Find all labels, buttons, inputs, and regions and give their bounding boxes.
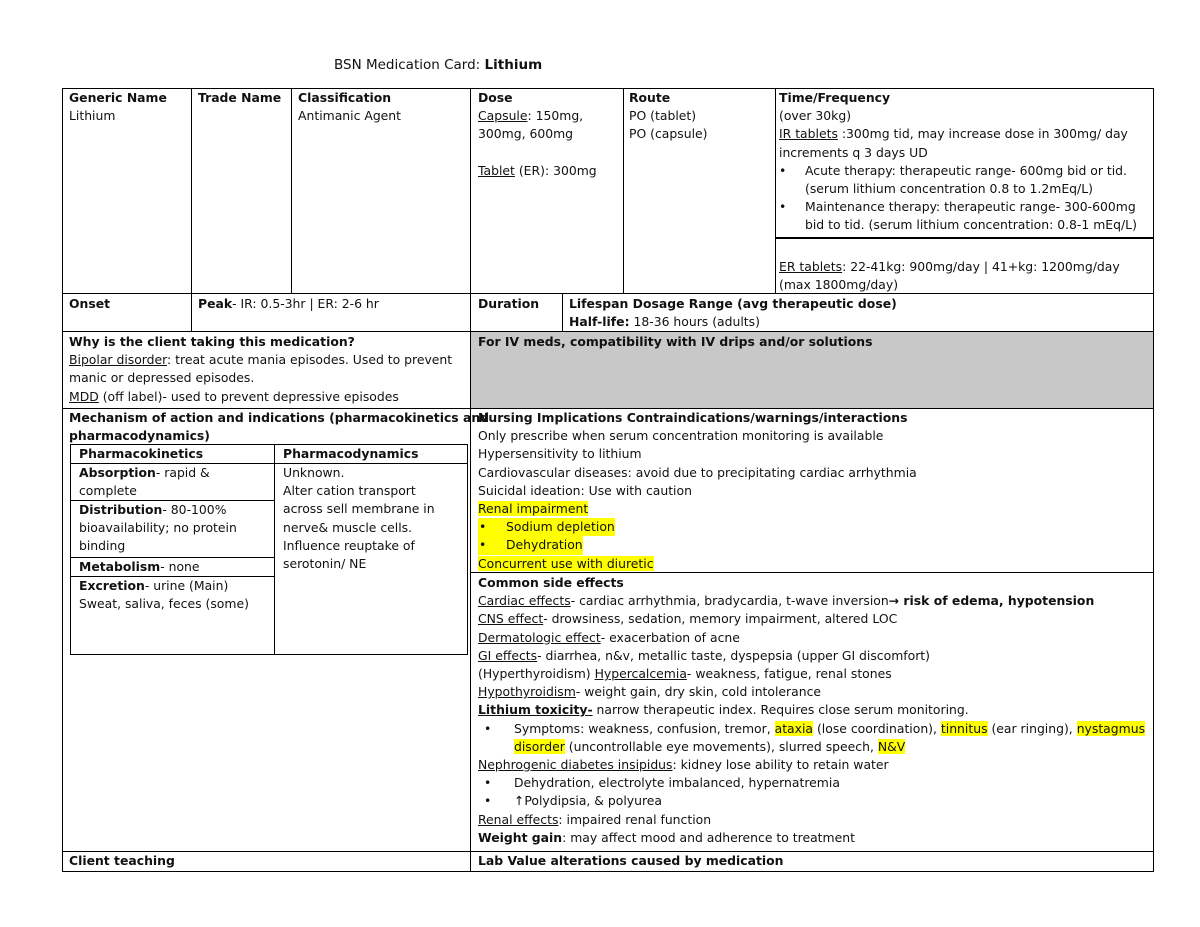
bullet-dot-icon: • bbox=[479, 537, 487, 553]
right-arrow-icon: → bbox=[888, 593, 900, 609]
table-border bbox=[191, 88, 192, 332]
generic-name-label: Generic Name bbox=[69, 90, 167, 105]
inner-table-border bbox=[70, 444, 71, 655]
bullet-dot-icon: • bbox=[779, 162, 787, 178]
pk-header: Pharmacokinetics bbox=[79, 446, 204, 461]
er-tablets-text: ER tablets: 22-41kg: 900mg/day | 41+kg: 1200mg/day (max 1800mg/day) bbox=[779, 259, 1120, 293]
excretion-cell: Excretion- urine (Main) Sweat, saliva, feces (some) bbox=[79, 578, 249, 612]
metabolism-cell: Metabolism- none bbox=[79, 559, 200, 574]
table-border bbox=[62, 871, 1153, 872]
distribution-cell: Distribution- 80-100% bioavailability; no protein binding bbox=[79, 502, 237, 554]
why-label: Why is the client taking this medication? bbox=[69, 334, 355, 349]
client-teaching-label: Client teaching bbox=[69, 853, 175, 868]
lab-value-label: Lab Value alterations caused by medication bbox=[478, 853, 784, 868]
route-cell: Route PO (tablet) PO (capsule) bbox=[629, 90, 708, 142]
inner-table-border bbox=[274, 444, 275, 655]
pharmacodynamics-cell: Unknown. Alter cation transport across sell membrane in nerve& muscle cells. Influence reuptake of serotonin/ NE bbox=[283, 465, 435, 572]
iv-cell bbox=[478, 333, 873, 351]
mechanism-label: Mechanism of action and indications (pharmacokinetics and pharmacodynamics) bbox=[69, 410, 490, 444]
table-border bbox=[291, 88, 292, 294]
trade-name-label: Trade Name bbox=[198, 90, 282, 105]
bullet-dot-icon: • bbox=[484, 793, 492, 809]
generic-name-cell bbox=[69, 89, 167, 125]
route-label: Route bbox=[629, 90, 671, 105]
bullet-dot-icon: • bbox=[484, 720, 492, 736]
table-border bbox=[562, 293, 563, 332]
iv-label: For IV meds, compatibility with IV drips and/or solutions bbox=[478, 334, 873, 349]
duration-label: Duration bbox=[478, 296, 540, 311]
side-effects-label: Common side effects bbox=[478, 575, 624, 590]
onset-label: Onset bbox=[69, 296, 111, 311]
dose-label: Dose bbox=[478, 90, 513, 105]
pd-header: Pharmacodynamics bbox=[283, 446, 419, 461]
why-cell: Why is the client taking this medication? Bipolar disorder: treat acute mania episodes. Used to prevent manic or depressed episodes. MDD (off label)- used to prevent depressive episodes bbox=[69, 334, 453, 404]
highlight-block: • Dehydration bbox=[478, 536, 583, 554]
nursing-label: Nursing Implications Contraindications/warnings/interactions bbox=[478, 410, 908, 425]
bullet-dot-icon: • bbox=[484, 775, 492, 791]
page-title: BSN Medication Card: Lithium bbox=[334, 57, 543, 73]
time-frequency-cell: Time/Frequency (over 30kg) IR tablets :300mg tid, may increase dose in 300mg/ day increments q 3 days UD • Acute therapy: therapeutic range- 600mg bid or tid. (serum lithium concentration 0.8 to 1.2mEq/L) • Maintenance therapy: therapeutic range- 300-600mg bid to tid. (serum lithium concentration: 0.8-1 mEq/L) bbox=[779, 90, 1137, 233]
classification-value: Antimanic Agent bbox=[298, 108, 402, 124]
generic-name-value: Lithium bbox=[69, 108, 116, 124]
bullet-dot-icon: • bbox=[479, 519, 487, 535]
trade-name-cell bbox=[198, 89, 281, 107]
table-border bbox=[62, 88, 63, 872]
highlight-block: • Sodium depletion bbox=[478, 518, 615, 536]
side-effects-cell: Common side effects Cardiac effects- cardiac arrhythmia, bradycardia, t-wave inversion→ risk of edema, hypotension CNS effect- drowsiness, sedation, memory impairment, altered LOC Dermatologic effect- exacerbation of acne GI effects- diarrhea, n&v, metallic taste, dyspepsia (upper GI discomfort) (Hyperthyroidism) Hypercalcemia- weakness, fatigue, renal stones Hypothyroidism- weight gain, dry skin, cold intolerance Lithium toxicity- narrow therapeutic index. Requires close serum monitoring. • Symptoms: weakness, confusion, tremor, ataxia (lose coordination), tinnitus (ear ringing), nystagmus disorder (uncontrollable eye movements), slurred speech, N&V Nephrogenic diabetes insipidus: kidney lose ability to retain water • Dehydration, electrolyte imbalanced, hypernatremia • ↑Polydipsia, & polyurea Renal effects: impaired renal function Weight gain: may affect mood and adherence to treatment bbox=[478, 575, 1146, 845]
absorption-cell: Absorption- rapid & complete bbox=[79, 465, 210, 499]
time-separator bbox=[776, 237, 1153, 239]
classification-label: Classification bbox=[298, 90, 392, 105]
table-border bbox=[775, 88, 776, 294]
inner-table-border bbox=[70, 654, 467, 655]
bullet-dot-icon: • bbox=[779, 199, 787, 215]
table-border bbox=[1153, 88, 1154, 872]
lifespan-cell: Lifespan Dosage Range (avg therapeutic dose) Half-life: 18-36 hours (adults) bbox=[569, 296, 897, 330]
nursing-cell: Nursing Implications Contraindications/warnings/interactions Only prescribe when serum concentration monitoring is available Hypersensitivity to lithium Cardiovascular diseases: avoid due to precipitating cardiac arrhythmia Suicidal ideation: Use with caution Renal impairment • Sodium depletion • Dehydration Concurrent use with diuretic bbox=[478, 410, 917, 571]
time-frequency-label: Time/Frequency bbox=[779, 90, 891, 105]
table-border bbox=[623, 88, 624, 294]
peak-cell: Peak- IR: 0.5-3hr | ER: 2-6 hr bbox=[198, 296, 379, 311]
classification-cell bbox=[298, 89, 401, 125]
dose-cell: Dose Capsule: 150mg, 300mg, 600mg Tablet (ER): 300mg bbox=[478, 90, 597, 178]
table-border bbox=[470, 88, 471, 872]
inner-table-border bbox=[467, 444, 468, 655]
